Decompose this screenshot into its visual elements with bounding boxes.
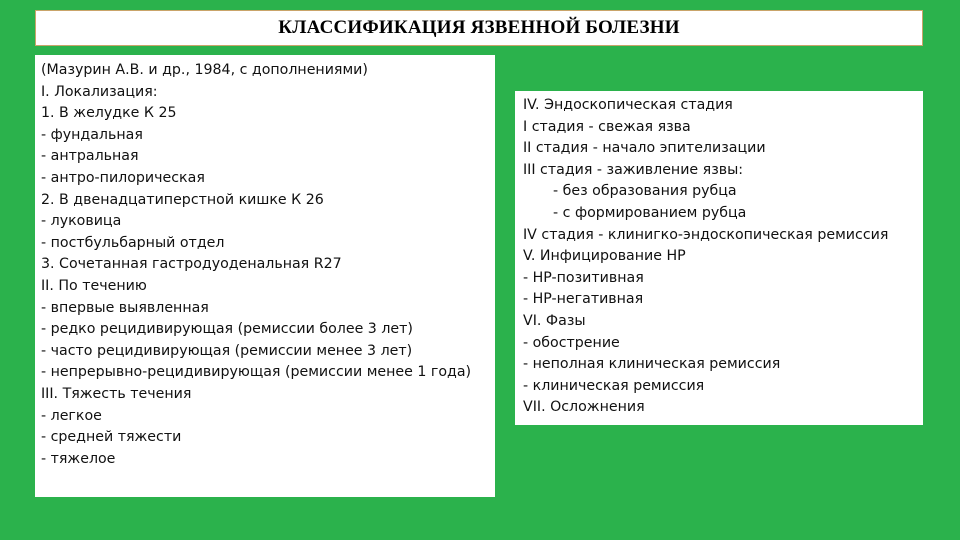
right-line-10: - HP-негативная [523, 291, 644, 308]
left-line-13: - редко рецидивирующая (ремиссии более 3 лет) [41, 321, 413, 338]
left-line-12: - впервые выявленная [41, 299, 209, 316]
left-line-5: - антральная [41, 148, 139, 165]
left-line-15: - непрерывно-рецидивирующая (ремиссии менее 1 года) [41, 364, 472, 381]
left-panel [35, 55, 495, 497]
left-line-14: - часто рецидивирующая (ремиссии менее 3 лет) [41, 342, 413, 359]
right-line-2: I стадия - свежая язва [523, 118, 691, 135]
right-line-3: II стадия - начало эпителизации [523, 140, 766, 157]
left-line-3: 1. В желудке К 25 [41, 105, 177, 122]
right-line-11: VI. Фазы [523, 312, 586, 329]
left-line-4: - фундальная [41, 126, 143, 143]
right-line-13: - неполная клиническая ремиссия [523, 356, 781, 373]
left-line-8: - луковица [41, 213, 122, 230]
left-line-1: (Мазурин А.В. и др., 1984, с дополнениями) [41, 62, 368, 78]
right-line-6: - с формированием рубца [553, 204, 747, 221]
left-line-10: 3. Сочетанная гастродуоденальная R27 [41, 256, 342, 273]
left-line-9: - постбульбарный отдел [41, 234, 225, 251]
right-line-1: IV. Эндоскопическая стадия [523, 97, 733, 113]
left-line-19: - тяжелое [41, 450, 116, 467]
right-line-7: IV стадия - клинигко-эндоскопическая ремиссия [523, 226, 889, 243]
right-line-9: - HP-позитивная [523, 269, 644, 286]
right-line-8: V. Инфицирование HP [523, 248, 686, 265]
right-line-15: VII. Осложнения [523, 399, 645, 416]
left-line-11: II. По течению [41, 277, 147, 294]
left-line-2: I. Локализация: [41, 83, 158, 100]
left-line-17: - легкое [41, 407, 102, 424]
left-line-7: 2. В двенадцатиперстной кишке К 26 [41, 191, 324, 208]
left-line-16: III. Тяжесть течения [41, 385, 192, 402]
right-line-4: III стадия - заживление язвы: [523, 161, 744, 178]
right-panel [515, 91, 923, 425]
left-line-18: - средней тяжести [41, 429, 182, 446]
right-line-12: - обострение [523, 334, 620, 351]
slide-title: КЛАССИФИКАЦИЯ ЯЗВЕННОЙ БОЛЕЗНИ [278, 17, 680, 38]
title-box [35, 10, 923, 46]
right-line-5: - без образования рубца [553, 183, 737, 200]
left-line-6: - антро-пилорическая [41, 169, 205, 186]
right-line-14: - клиническая ремиссия [523, 377, 705, 394]
